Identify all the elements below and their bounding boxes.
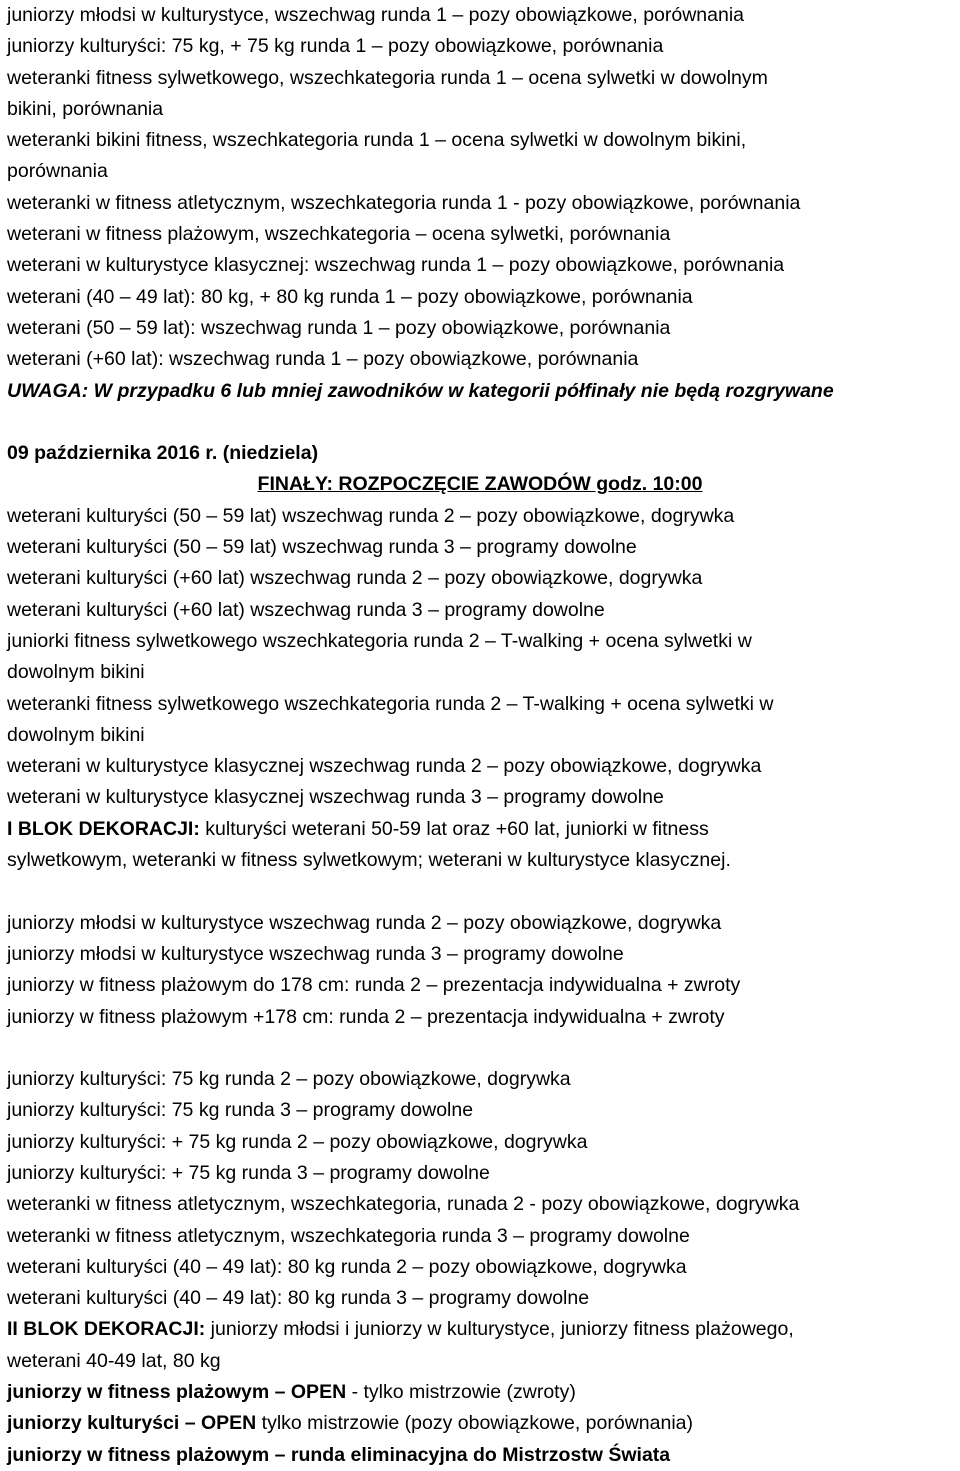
schedule-line: weteranki w fitness atletycznym, wszechkategoria runda 3 – programy dowolne — [7, 1224, 690, 1247]
schedule-line: weterani kulturyści (50 – 59 lat) wszechwag runda 2 – pozy obowiązkowe, dogrywka — [7, 504, 735, 527]
decoration-block-2 — [7, 1314, 960, 1345]
schedule-line: weteranki fitness sylwetkowego wszechkategoria runda 2 – T-walking + ocena sylwetki w — [7, 692, 774, 715]
schedule-line: weterani kulturyści (+60 lat) wszechwag runda 3 – programy dowolne — [7, 598, 605, 621]
decoration-block-1-label: I BLOK DEKORACJI: — [7, 817, 200, 840]
schedule-line: weterani w kulturystyce klasycznej wszechwag runda 3 – programy dowolne — [7, 786, 664, 809]
schedule-line: dowolnym bikini — [7, 661, 145, 684]
decoration-block-1-text-cont: sylwetkowym, weteranki w fitness sylwetkowym; weterani w kulturystyce klasycznej. — [7, 849, 731, 872]
schedule-line: juniorzy kulturyści: 75 kg, + 75 kg runda 1 – pozy obowiązkowe, porównania — [7, 35, 664, 58]
decoration-block-1-text: kulturyści weterani 50-59 lat oraz +60 lat, juniorki w fitness — [199, 817, 709, 840]
spacer — [7, 407, 960, 438]
spacer — [7, 1033, 960, 1064]
schedule-line: juniorzy kulturyści: + 75 kg runda 3 – programy dowolne — [7, 1161, 490, 1184]
day2-date: 09 października 2016 r. (niedziela) — [7, 442, 319, 465]
open-bodybuilding-title: juniorzy kulturyści – OPEN — [7, 1412, 257, 1435]
schedule-line: juniorzy młodsi w kulturystyce wszechwag runda 3 – programy dowolne — [7, 942, 624, 965]
schedule-line: weterani kulturyści (50 – 59 lat) wszechwag runda 3 – programy dowolne — [7, 536, 637, 559]
schedule-line: juniorki fitness sylwetkowego wszechkategoria runda 2 – T-walking + ocena sylwetki w — [7, 629, 752, 652]
open-bodybuilding-note: tylko mistrzowie (pozy obowiązkowe, porównania) — [256, 1412, 693, 1435]
world-championship-qualifier: juniorzy w fitness plażowym – runda eliminacyjna do Mistrzostw Świata — [7, 1443, 671, 1466]
schedule-line: weterani w kulturystyce klasycznej: wszechwag runda 1 – pozy obowiązkowe, porównania — [7, 254, 785, 277]
open-bodybuilding-line — [7, 1408, 960, 1439]
schedule-line: weteranki bikini fitness, wszechkategoria runda 1 – ocena sylwetki w dowolnym bikini, — [7, 129, 747, 152]
schedule-line: weteranki fitness sylwetkowego, wszechkategoria runda 1 – ocena sylwetki w dowolnym — [7, 66, 768, 89]
open-fitness-note: - tylko mistrzowie (zwroty) — [346, 1381, 576, 1404]
section-finals-block2 — [7, 1064, 960, 1471]
spacer — [7, 876, 960, 907]
decoration-block-2-label: II BLOK DEKORACJI: — [7, 1318, 206, 1341]
open-fitness-line — [7, 1377, 960, 1408]
schedule-line: weterani kulturyści (40 – 49 lat): 80 kg runda 2 – pozy obowiązkowe, dogrywka — [7, 1255, 687, 1278]
section-finals-juniors — [7, 908, 960, 1033]
schedule-line: juniorzy w fitness plażowym do 178 cm: runda 2 – prezentacja indywidualna + zwroty — [7, 974, 741, 997]
schedule-line: weterani w kulturystyce klasycznej wszechwag runda 2 – pozy obowiązkowe, dogrywka — [7, 755, 762, 778]
decoration-block-1 — [7, 814, 960, 845]
schedule-line: weterani w fitness plażowym, wszechkategoria – ocena sylwetki, porównania — [7, 223, 671, 246]
section-finals-block1 — [7, 501, 960, 877]
section-day2-header — [7, 438, 960, 501]
schedule-line: weterani (+60 lat): wszechwag runda 1 – pozy obowiązkowe, porównania — [7, 348, 639, 371]
decoration-block-2-text: juniorzy młodsi i juniorzy w kulturystyce, juniorzy fitness plażowego, — [205, 1318, 794, 1341]
schedule-line: weterani kulturyści (40 – 49 lat): 80 kg runda 3 – programy dowolne — [7, 1287, 590, 1310]
semifinal-warning: UWAGA: W przypadku 6 lub mniej zawodników w kategorii półfinały nie będą rozgrywane — [7, 379, 834, 402]
section-day1-round1 — [7, 0, 960, 407]
decoration-block-2-text-cont: weterani 40-49 lat, 80 kg — [7, 1349, 221, 1372]
schedule-line: dowolnym bikini — [7, 723, 145, 746]
schedule-line: juniorzy kulturyści: 75 kg runda 2 – pozy obowiązkowe, dogrywka — [7, 1068, 571, 1091]
finals-heading: FINAŁY: ROZPOCZĘCIE ZAWODÓW godz. 10:00 — [257, 473, 703, 496]
schedule-line: porównania — [7, 160, 108, 183]
schedule-line: weterani (40 – 49 lat): 80 kg, + 80 kg runda 1 – pozy obowiązkowe, porównania — [7, 285, 693, 308]
schedule-line: juniorzy w fitness plażowym +178 cm: runda 2 – prezentacja indywidualna + zwroty — [7, 1005, 725, 1028]
schedule-line: weterani (50 – 59 lat): wszechwag runda 1 – pozy obowiązkowe, porównania — [7, 316, 671, 339]
schedule-line: weteranki w fitness atletycznym, wszechkategoria runda 1 - pozy obowiązkowe, porównania — [7, 191, 801, 214]
schedule-line: juniorzy młodsi w kulturystyce wszechwag runda 2 – pozy obowiązkowe, dogrywka — [7, 911, 722, 934]
schedule-line: weterani kulturyści (+60 lat) wszechwag runda 2 – pozy obowiązkowe, dogrywka — [7, 567, 703, 590]
schedule-line: juniorzy kulturyści: + 75 kg runda 2 – pozy obowiązkowe, dogrywka — [7, 1130, 588, 1153]
finals-heading-wrap — [7, 469, 960, 500]
schedule-line: juniorzy kulturyści: 75 kg runda 3 – programy dowolne — [7, 1099, 474, 1122]
schedule-line: weteranki w fitness atletycznym, wszechkategoria, runada 2 - pozy obowiązkowe, dogrywka — [7, 1193, 800, 1216]
schedule-line: bikini, porównania — [7, 97, 164, 120]
open-fitness-title: juniorzy w fitness plażowym – OPEN — [7, 1381, 347, 1404]
schedule-line: juniorzy młodsi w kulturystyce, wszechwag runda 1 – pozy obowiązkowe, porównania — [7, 4, 745, 26]
